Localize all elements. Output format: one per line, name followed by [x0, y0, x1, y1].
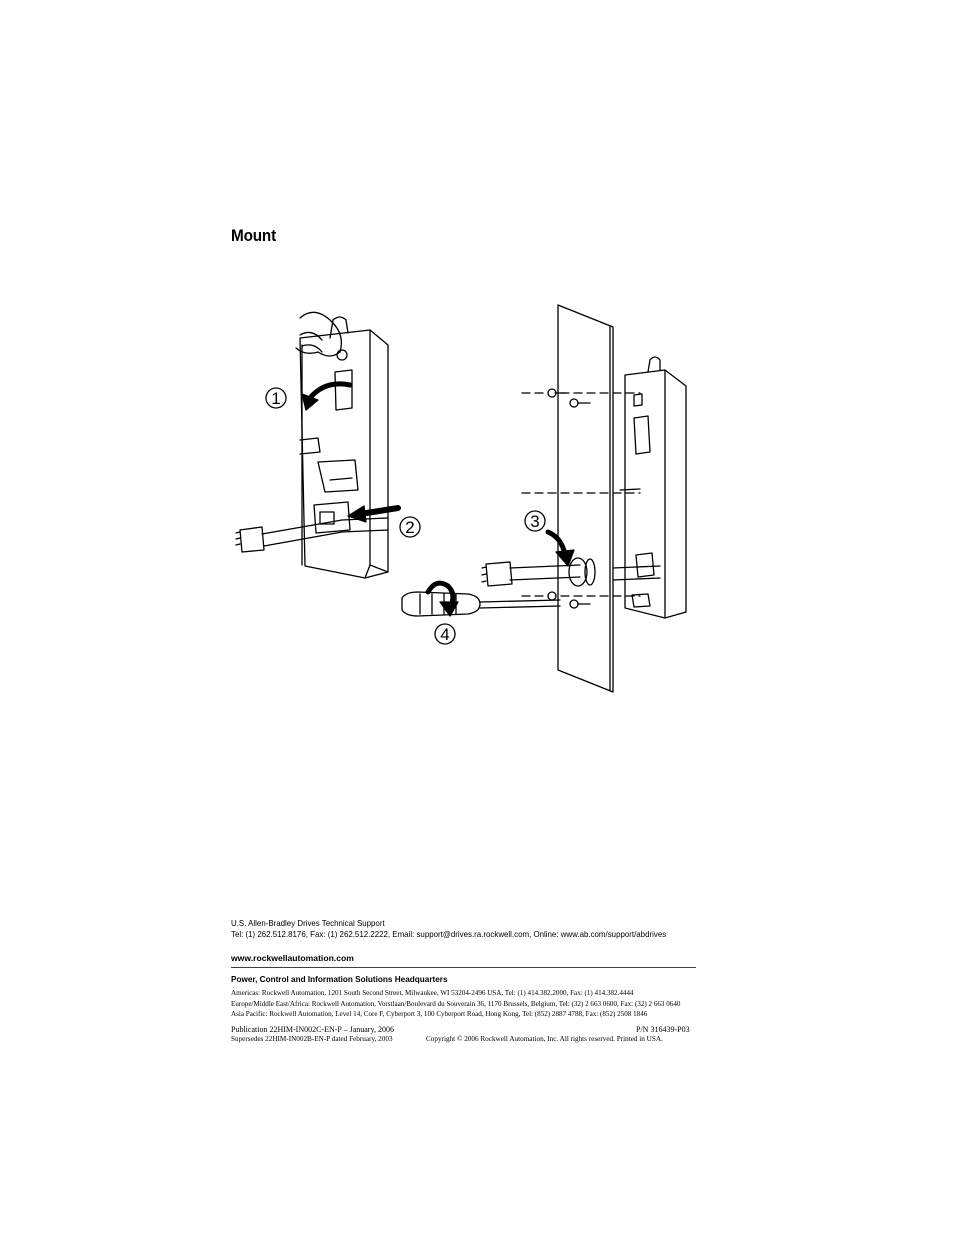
footer-divider	[231, 967, 696, 968]
support-title: U.S. Allen-Bradley Drives Technical Support	[231, 918, 385, 928]
step-3-label: 3	[530, 512, 540, 531]
step-4-label: 4	[440, 625, 450, 644]
support-block	[231, 918, 666, 940]
step-4-callout	[435, 624, 455, 644]
step-3-callout	[525, 511, 545, 531]
hq-title: Power, Control and Information Solutions Headquarters	[231, 975, 448, 984]
part-number: P/N 316439-P03	[636, 1025, 690, 1034]
address-asia-pacific: Asia Pacific: Rockwell Automation, Level 14, Core F, Cyberport 3, 100 Cyberport Road, Hong Kong, Tel: (852) 2887 4788, Fax: (852) 2508 1846	[231, 1010, 648, 1019]
address-emea: Europe/Middle East/Africa: Rockwell Automation, Vorstlaan/Boulevard du Souverain 36, 1170 Brussels, Belgium, Tel: (32) 2 663 0600, Fax: (32) 2 663 0640	[231, 999, 681, 1008]
step-1-label: 1	[271, 389, 281, 408]
page-title: Mount	[231, 226, 276, 245]
publication-number: Publication 22HIM-IN002C-EN-P – January, 2006	[231, 1025, 394, 1034]
step-2-label: 2	[405, 518, 415, 537]
address-list	[231, 988, 680, 1020]
supersedes-note: Supersedes 22HIM-IN002B-EN-P dated February, 2003	[231, 1035, 393, 1043]
website-link[interactable]: www.rockwellautomation.com	[231, 953, 354, 963]
copyright-note: Copyright © 2006 Rockwell Automation, Inc. All rights reserved. Printed in USA.	[426, 1035, 663, 1043]
support-contact: Tel: (1) 262.512.8176, Fax: (1) 262.512.2222, Email: support@drives.ra.rockwell.com, Online: www.ab.com/support/abdrives	[231, 928, 667, 939]
left-bezel-drawing	[236, 312, 388, 578]
step-2-callout	[400, 517, 420, 537]
step-1-callout	[266, 388, 286, 408]
address-americas: Americas: Rockwell Automation, 1201 South Second Street, Milwaukee, WI 53204-2496 USA, Tel: (1) 414.382.2000, Fax: (1) 414.382.4444	[231, 989, 634, 997]
mounting-illustration	[230, 300, 730, 700]
